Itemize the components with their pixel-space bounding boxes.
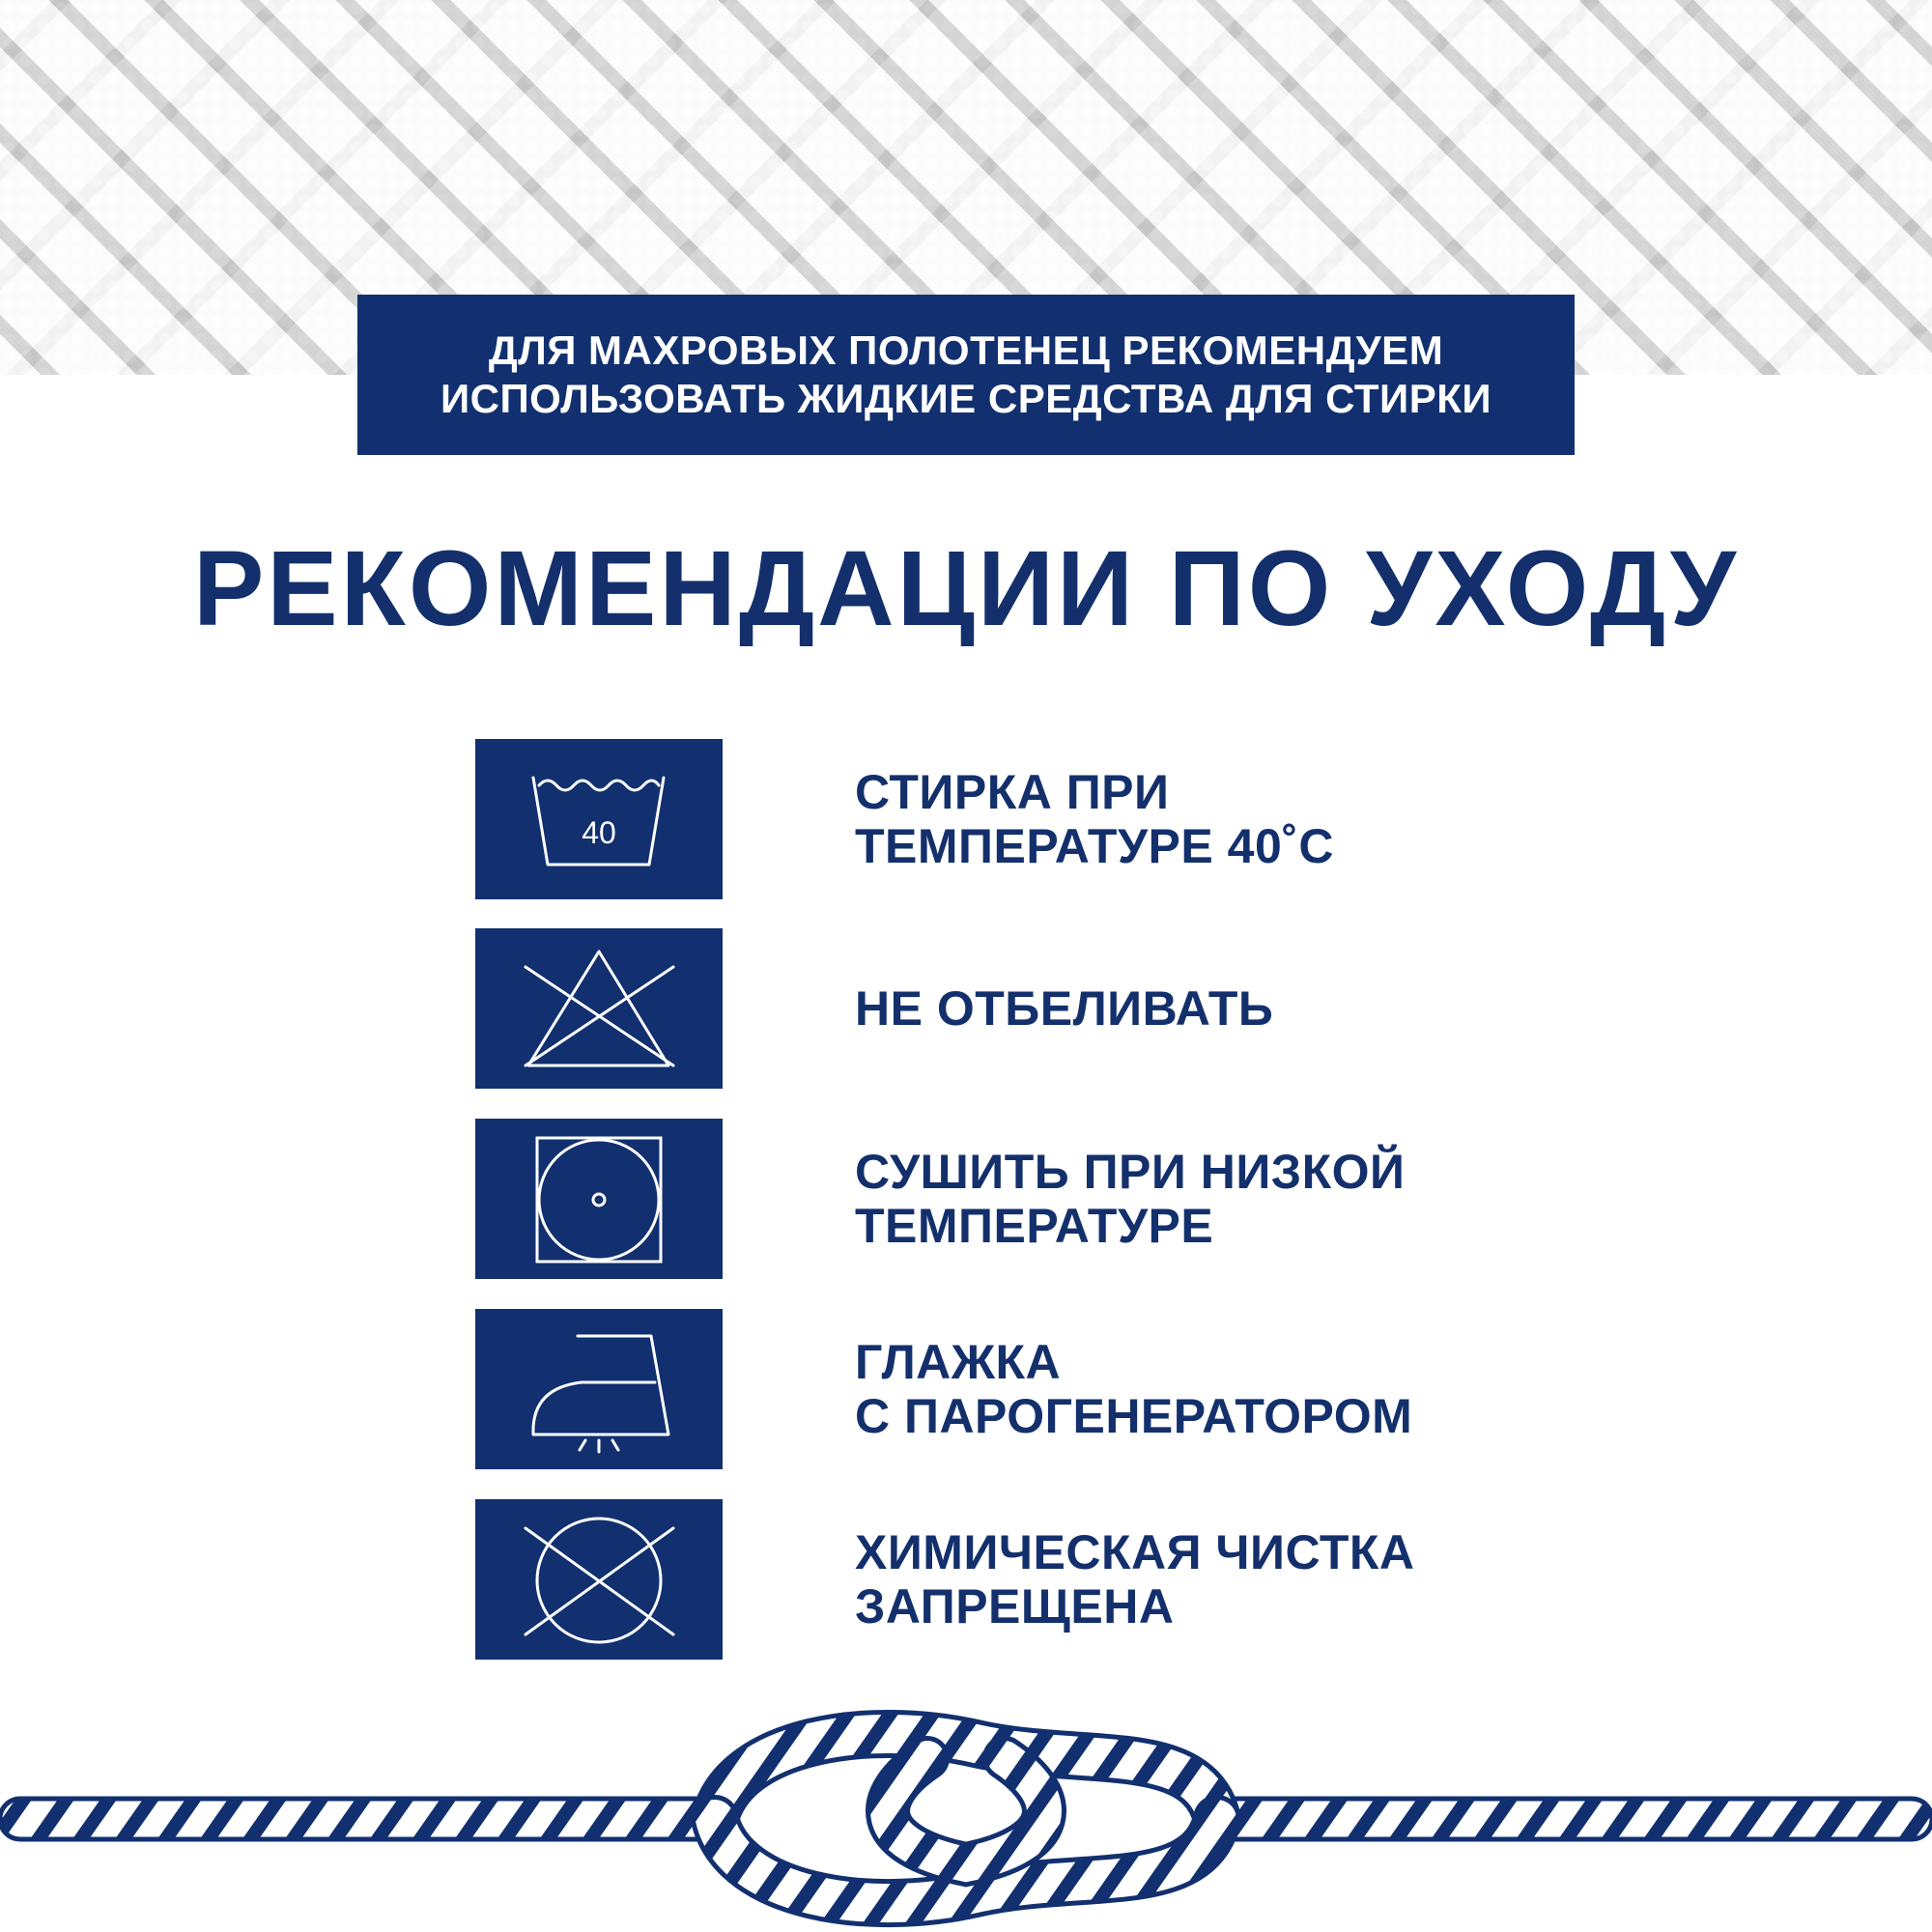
banner-line-2: ИСПОЛЬЗОВАТЬ ЖИДКИЕ СРЕДСТВА ДЛЯ СТИРКИ [440,376,1492,421]
care-label-line-2: ЗАПРЕЩЕНА [855,1579,1175,1634]
wash-40-icon [475,739,723,899]
care-label-iron [855,1309,1550,1469]
tumble-dry-low-icon [475,1119,723,1279]
care-label-line-2: ТЕМПЕРАТУРЕ 40˚С [855,819,1335,873]
do-not-bleach-icon [475,928,723,1089]
banner-line-1: ДЛЯ МАХРОВЫХ ПОЛОТЕНЕЦ РЕКОМЕНДУЕМ [488,327,1444,373]
do-not-dry-clean-icon [475,1499,723,1660]
wash-temp-label: 40 [582,815,616,850]
care-label-line-2: С ПАРОГЕНЕРАТОРОМ [855,1389,1413,1443]
care-label-wash [855,739,1550,899]
rope-knot-decoration [0,1700,1932,1932]
care-label-line-2: ТЕМПЕРАТУРЕ [855,1199,1214,1253]
iron-steam-icon [475,1309,723,1469]
care-label-line-1: НЕ ОТБЕЛИВАТЬ [855,981,1274,1036]
care-item-bleach [475,928,1538,1089]
care-item-wash [475,739,1538,899]
care-label-line-1: ХИМИЧЕСКАЯ ЧИСТКА [855,1525,1415,1579]
care-label-line-1: СУШИТЬ ПРИ НИЗКОЙ [855,1145,1406,1199]
care-label-line-1: СТИРКА ПРИ [855,765,1170,819]
care-label-line-1: ГЛАЖКА [855,1335,1062,1389]
info-banner [357,295,1575,455]
page-title: РЕКОМЕНДАЦИИ ПО УХОДУ [192,529,1740,648]
care-item-dry [475,1119,1538,1279]
care-label-dry [855,1119,1550,1279]
care-item-iron [475,1309,1538,1469]
care-label-dryclean [855,1499,1550,1660]
care-label-bleach [855,928,1550,1089]
care-item-dryclean [475,1499,1538,1660]
